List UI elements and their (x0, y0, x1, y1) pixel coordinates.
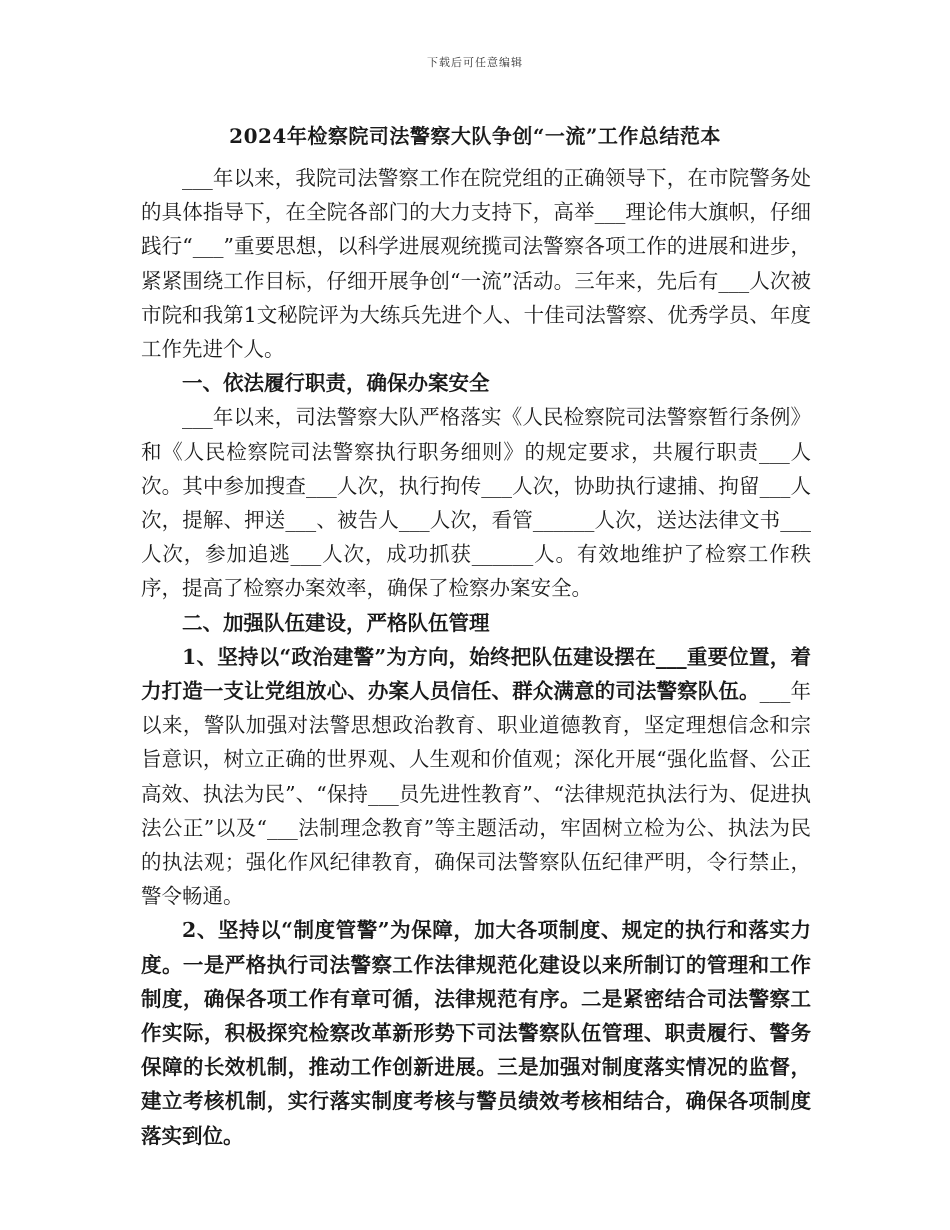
duties-paragraph: ___年以来，司法警察大队严格落实《人民检察院司法警察暂行条例》和《人民检察院司法警察执行职务细则》的规定要求，共履行职责___人次。其中参加搜查___人次，执行拘传___人次，协助执行逮捕、拘留___人次，提解、押送___、被告人___人次，看管______人次，送达法律文书___人次，参加追逃___人次，成功抓获______人。有效地维护了检察工作秩序，提高了检察办案效率，确保了检察办案安全。 (141, 405, 811, 601)
team-paragraph-lead: 1、坚持以“政治建警”为方向，始终把队伍建设摆在___重要位置，着力打造一支让党组放心、办案人员信任、群众满意的司法警察队伍。 (141, 644, 811, 704)
team-paragraph-body: ___年以来，警队加强对法警思想政治教育、职业道德教育，坚定理想信念和宗旨意识，树立正确的世界观、人生观和价值观；深化开展“强化监督、公正高效、执法为民”、“保持___员先进性教育”、“法律规范执法行为、促进执法公正”以及“___法制理念教育”等主题活动，牢固树立检为公、执法为民的执法观；强化作风纪律教育，确保司法警察队伍纪律严明，令行禁止，警令畅通。 (141, 679, 812, 909)
document-body (141, 161, 811, 1153)
system-paragraph: 2、坚持以“制度管警”为保障，加大各项制度、规定的执行和落实力度。一是严格执行司法警察工作法律规范化建设以来所制订的管理和工作制度，确保各项工作有章可循，法律规范有序。二是紧密结合司法警察工作实际，积极探究检察改革新形势下司法警察队伍管理、职责履行、警务保障的长效机制，推动工作创新进展。三是加强对制度落实情况的监督，建立考核机制，实行落实制度考核与警员绩效考核相结合，确保各项制度落实到位。 (141, 918, 811, 1148)
intro-paragraph: ___年以来，我院司法警察工作在院党组的正确领导下，在市院警务处的具体指导下，在全院各部门的大力支持下，高举___理论伟大旗帜，仔细践行“___”重要思想，以科学进展观统揽司法警察各项工作的进展和进步，紧紧围绕工作目标，仔细开展争创“一流”活动。三年来，先后有___人次被市院和我第1文秘院评为大练兵先进个人、十佳司法警察、优秀学员、年度工作先进个人。 (141, 166, 811, 362)
section-heading-team: 二、加强队伍建设，严格队伍管理 (182, 610, 490, 635)
header-note: 下载后可任意编辑 (427, 56, 523, 69)
section-heading-duties: 一、依法履行职责，确保办案安全 (182, 371, 490, 396)
team-paragraph (141, 640, 811, 914)
document-title: 2024年检察院司法警察大队争创“一流”工作总结范本 (229, 124, 721, 148)
